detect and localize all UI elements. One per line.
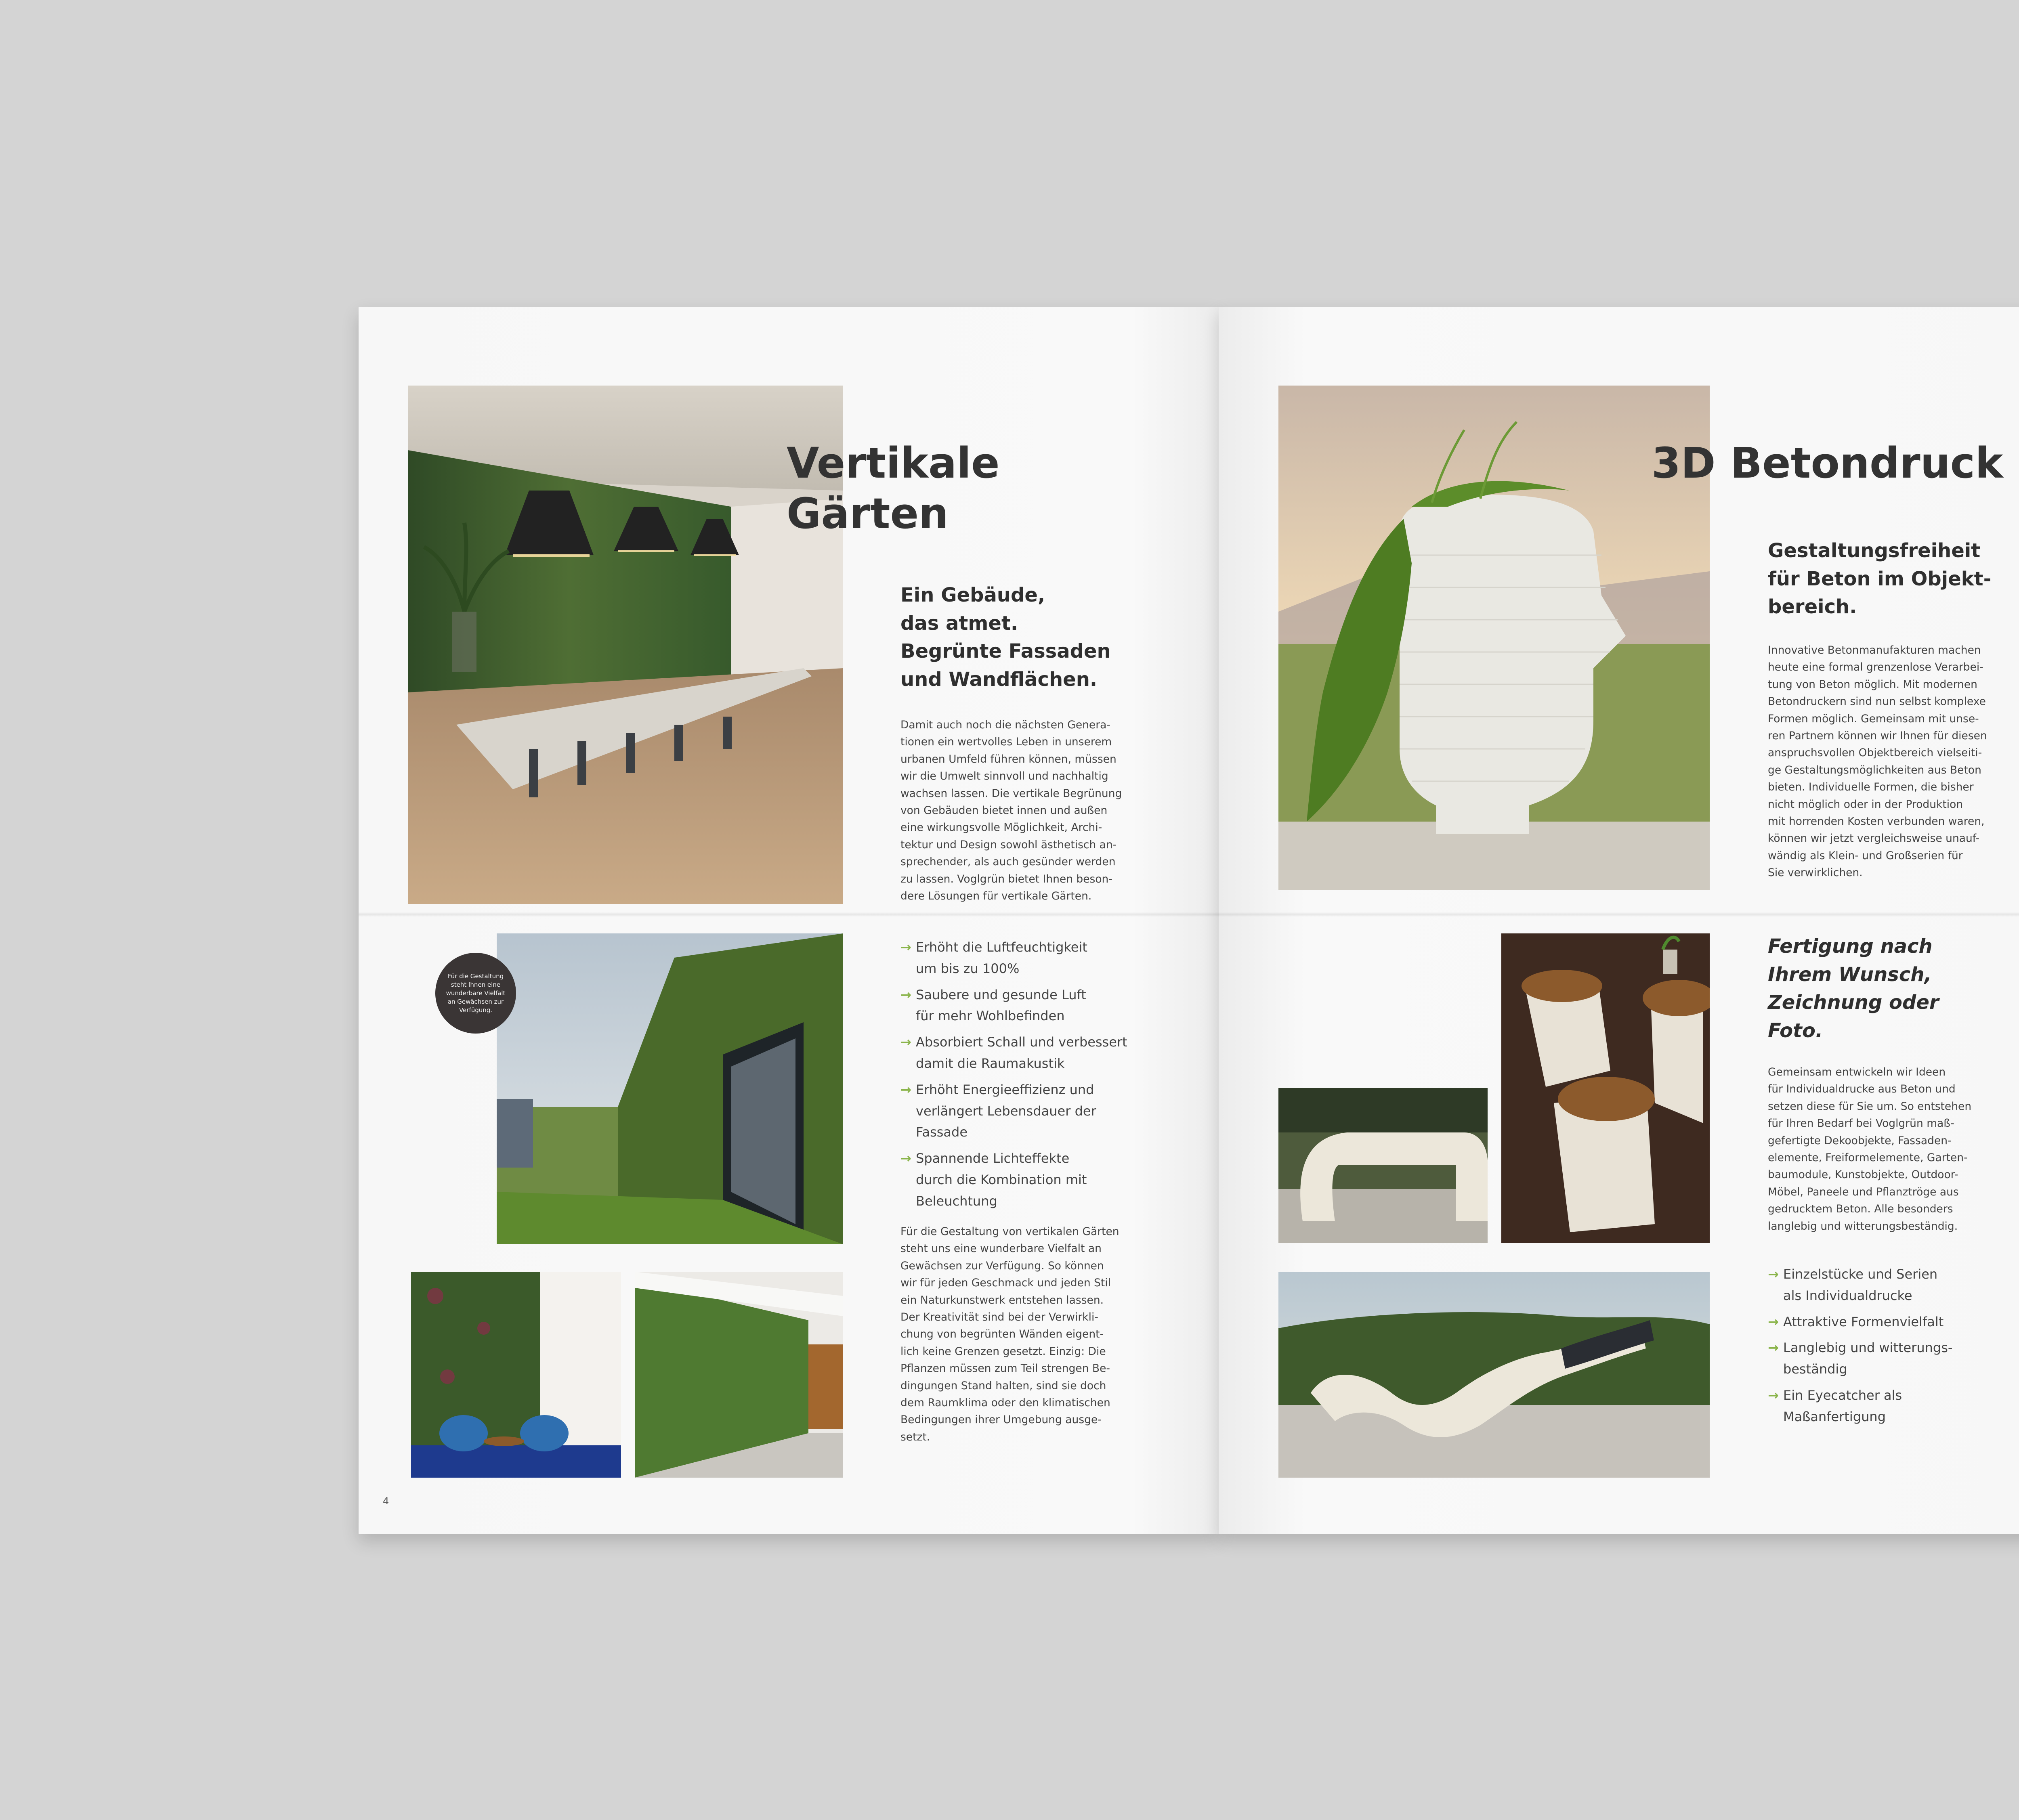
arrow-icon: →	[1768, 1314, 1779, 1329]
list-item: → Spannende Lichteffekte durch die Kombination mit Beleuchtung	[900, 1148, 1127, 1212]
arrow-icon: →	[900, 1151, 911, 1166]
concrete-bench-photo	[1278, 1088, 1488, 1243]
right-heading-1: Gestaltungsfreiheit für Beton im Objekt- bereich.	[1768, 539, 1992, 619]
arrow-icon: →	[1768, 1340, 1779, 1356]
arrow-icon: →	[900, 987, 911, 1002]
list-item: → Erhöht Energieeffizienz und verlängert Lebensdauer der Fassade	[900, 1079, 1127, 1143]
right-page	[1219, 307, 2019, 1534]
concrete-lounger-photo	[1278, 1272, 1710, 1478]
list-item: → Einzelstücke und Serien als Individualdrucke	[1768, 1264, 1952, 1306]
left-closing-text: Für die Gestaltung von vertikalen Gärten steht uns eine wunderbare Vielfalt an Gewächsen zur Verfügung. So können wir für jeden Geschmack und jeden Stil ein Naturkunstwerk entstehen lassen. Der Kreativität sind bei der Verwirkli- chung von begrünten Wänden eigent- lich keine Grenzen gesetzt. Einzig: Die Pflanzen müssen zum Teil strengen Be- dingungen Stand halten, sind sie doch dem Raumklima oder den klimatischen Bedingungen ihrer Umgebung ausge- setzt.	[900, 1225, 1119, 1443]
left-benefit-list	[900, 937, 1127, 1217]
arrow-icon: →	[900, 1082, 911, 1097]
right-heading-2: Fertigung nach Ihrem Wunsch, Zeichnung oder Foto.	[1768, 935, 1939, 1042]
concrete-stools-photo	[1501, 933, 1710, 1243]
left-heading: Ein Gebäude, das atmet. Begrünte Fassaden und Wandflächen.	[900, 584, 1111, 691]
arrow-icon: →	[900, 939, 911, 955]
page-title-vertikale-gaerten: Vertikale Gärten	[787, 438, 1000, 538]
office-vertical-garden-photo	[408, 386, 843, 904]
magazine-spread	[359, 307, 2019, 1534]
lounge-green-wall-photo	[411, 1272, 621, 1478]
green-facade-photo	[497, 933, 843, 1244]
arrow-icon: →	[1768, 1266, 1779, 1282]
left-intro-text: Damit auch noch die nächsten Genera- tionen ein wertvolles Leben in unserem urbanen Umfeld führen können, müssen wir die Umwelt sinnvoll und nachhaltig wachsen lassen. Die vertikale Begrünung von Gebäuden bietet innen und außen eine wirkungsvolle Möglichkeit, Archi- tektur und Design sowohl ästhetisch an- sprechender, als auch gesünder werden zu lassen. Voglgrün bietet Ihnen beson- dere Lösungen für vertikale Gärten.	[900, 719, 1122, 902]
left-page	[359, 307, 1219, 1534]
arrow-icon: →	[1768, 1387, 1779, 1403]
arrow-icon: →	[900, 1034, 911, 1050]
list-item: → Saubere und gesunde Luft für mehr Wohlbefinden	[900, 984, 1127, 1027]
list-item: → Langlebig und witterungs- beständig	[1768, 1337, 1952, 1380]
exterior-green-wall-photo	[635, 1272, 843, 1478]
page-title-3d-betondruck: 3D Betondruck	[1652, 438, 2003, 488]
right-feature-list	[1768, 1264, 1952, 1432]
callout-circle: Für die Gestaltung steht Ihnen eine wunderbare Vielfalt an Gewächsen zur Verfügung.	[435, 953, 516, 1034]
list-item: → Absorbiert Schall und verbessert damit die Raumakustik	[900, 1032, 1127, 1074]
list-item: → Attraktive Formenvielfalt	[1768, 1311, 1952, 1333]
list-item: → Ein Eyecatcher als Maßanfertigung	[1768, 1385, 1952, 1428]
list-item: → Erhöht die Luftfeuchtigkeit um bis zu 100%	[900, 937, 1127, 979]
right-text-2: Gemeinsam entwickeln wir Ideen für Individualdrucke aus Beton und setzen diese für Sie um. So entstehen für Ihren Bedarf bei Voglgrün maß- gefertigte Dekoobjekte, Fassaden- elemente, Freiformelemente, Garten- baumodule, Kunstobjekte, Outdoor- Möbel, Paneele und Pflanztröge aus gedrucktem Beton. Alle besonders langlebig und witterungsbeständig.	[1768, 1066, 1972, 1233]
concrete-head-planter-photo	[1278, 386, 1710, 890]
right-text-1: Innovative Betonmanufakturen machen heute eine formal grenzenlose Verarbei- tung von Beton möglich. Mit modernen Betondruckern sind nun selbst komplexe Formen möglich. Gemeinsam mit unse- ren Partnern können wir Ihnen für diesen anspruchsvollen Objektbereich vielseiti- ge Gestaltungsmöglichkeiten aus Beton bieten. Individuelle Formen, die bisher nicht möglich oder in der Produktion mit horrenden Kosten verbunden waren, können wir jetzt vergleichsweise unauf- wändig als Klein- und Großserien für Sie verwirklichen.	[1768, 644, 1987, 879]
page-number: 4	[383, 1495, 389, 1507]
